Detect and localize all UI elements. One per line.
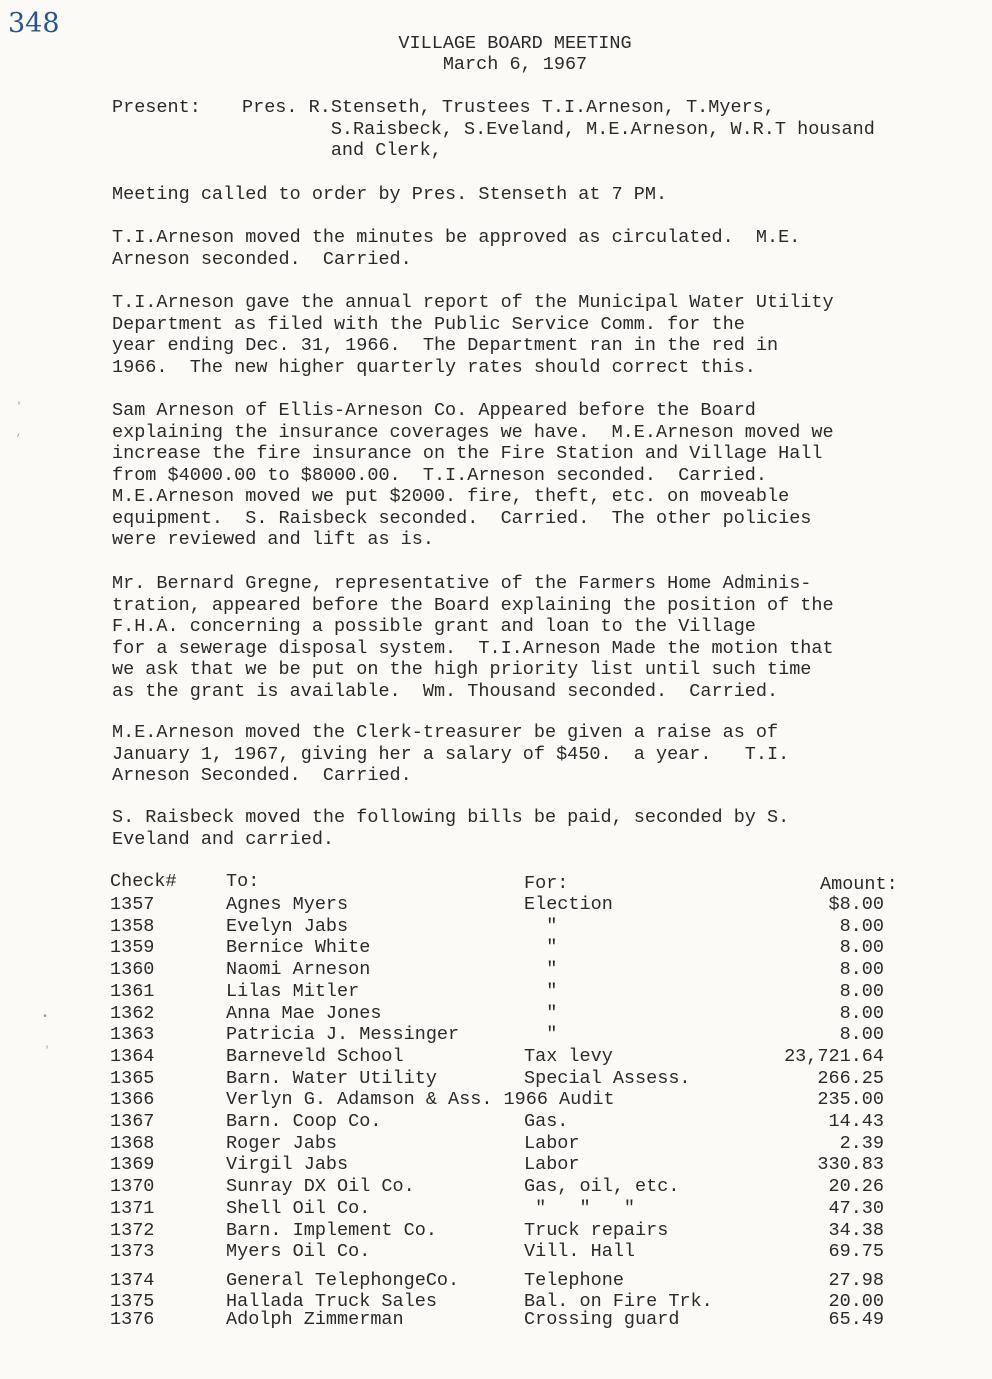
bill-amount: $8.00 [828,894,884,915]
bill-check-number: 1360 [110,959,155,981]
bill-check-number: 1374 [110,1269,155,1291]
bill-amount: 20.00 [828,1290,884,1312]
page-number: 348 [8,8,60,39]
bill-purpose: Labor [524,1132,580,1154]
bill-purpose: " [524,915,558,937]
bill-amount: 330.83 [817,1154,884,1176]
check-column-header: Check# [110,871,177,892]
purpose-column-header: For: [524,873,569,894]
bill-purpose: Bal. on Fire Trk. [524,1290,713,1312]
bill-purpose: Election [524,894,613,915]
bill-check-number: 1369 [110,1154,155,1176]
bill-purpose: " [524,1024,558,1046]
bill-payee: Barn. Implement Co. [226,1219,437,1241]
bill-purpose: " [524,937,558,959]
present-label: Present: [112,97,201,118]
bill-payee: Adolph Zimmerman [226,1309,404,1331]
bill-purpose: " " " [524,1197,636,1219]
bill-check-number: 1357 [110,894,155,915]
bill-check-number: 1372 [110,1219,155,1241]
bill-purpose: Telephone [524,1269,624,1291]
paragraph-fha-sewerage: Mr. Bernard Gregne, representative of the Farmers Home Adminis- tration, appeared before the Board explaining the position of the F.H.A. concerning a possible grant and loan to the Village for a sewerage disposal system. T.I.Arneson Made the motion that we ask that we be put on the high priority list until such time as the grant is available. Wm. Thousand seconded. Carried. [112,573,834,702]
bill-check-number: 1370 [110,1176,155,1198]
bill-payee: Virgil Jabs [226,1154,349,1176]
paragraph-insurance: Sam Arneson of Ellis-Arneson Co. Appeared before the Board explaining the insurance coverages we have. M.E.Arneson moved we increase the fire insurance on the Fire Station and Village Hall from $4000.00 to $8000.00. T.I.Arneson seconded. Carried. M.E.Arneson moved we put $2000. fire, theft, etc. on moveable equipment. S. Raisbeck seconded. Carried. The other policies were reviewed and lift as is. [112,400,834,550]
payee-column-header: To: [226,871,260,892]
bill-check-number: 1376 [110,1309,155,1331]
bill-payee: Verlyn G. Adamson & Ass. 1966 Audit [226,1089,615,1111]
bill-check-number: 1366 [110,1089,155,1111]
bill-amount: 14.43 [828,1111,884,1132]
bill-check-number: 1365 [110,1067,155,1089]
bill-purpose: Special Assess. [524,1067,691,1089]
bill-payee: Agnes Myers [226,894,349,915]
bill-payee: Barn. Coop Co. [226,1111,382,1132]
attendance-list [242,97,875,162]
bill-payee: Bernice White [226,937,371,959]
bill-amount: 8.00 [839,1024,884,1046]
paragraph-water-utility-report: T.I.Arneson gave the annual report of the Municipal Water Utility Department as filed with the Public Service Comm. for the year ending Dec. 31, 1966. The Department ran in the red in 1966. The new higher quarterly rates should correct this. [112,292,834,378]
bill-payee: Myers Oil Co. [226,1241,371,1263]
bill-check-number: 1361 [110,980,155,1002]
bill-purpose: Vill. Hall [524,1241,636,1263]
bill-amount: 8.00 [839,937,884,959]
bill-amount: 8.00 [839,1002,884,1024]
bill-check-number: 1368 [110,1132,155,1154]
bill-check-number: 1371 [110,1197,155,1219]
bill-check-number: 1358 [110,915,155,937]
bill-check-number: 1362 [110,1002,155,1024]
bill-payee: Naomi Arneson [226,959,371,981]
bill-purpose: Tax levy [524,1045,613,1067]
bill-amount: 34.38 [828,1219,884,1241]
bill-check-number: 1375 [110,1290,155,1312]
bill-amount: 69.75 [828,1241,884,1263]
bill-amount: 8.00 [839,915,884,937]
bill-payee: Sunray DX Oil Co. [226,1176,415,1198]
bill-payee: Anna Mae Jones [226,1002,382,1024]
bill-check-number: 1367 [110,1111,155,1132]
bill-purpose: " [524,959,558,981]
bill-payee: Patricia J. Messinger [226,1024,460,1046]
attendance-line: S.Raisbeck, S.Eveland, M.E.Arneson, W.R.T housand [242,118,875,140]
bill-purpose: " [524,1002,558,1024]
bill-payee: Roger Jabs [226,1132,338,1154]
paragraph-clerk-raise: M.E.Arneson moved the Clerk-treasurer be given a raise as of January 1, 1967, giving her a salary of $450. a year. T.I. Arneson Seconded. Carried. [112,722,790,786]
bill-check-number: 1364 [110,1045,155,1067]
bill-amount: 47.30 [828,1197,884,1219]
paragraph-minutes-approval: T.I.Arneson moved the minutes be approved as circulated. M.E. Arneson seconded. Carried. [112,227,801,270]
bill-amount: 65.49 [828,1309,884,1331]
bill-payee: Barn. Water Utility [226,1067,437,1089]
bill-amount: 8.00 [839,959,884,981]
meeting-heading [0,33,992,75]
meeting-title: VILLAGE BOARD MEETING [398,33,632,54]
bill-payee: Shell Oil Co. [226,1197,371,1219]
bill-purpose: Crossing guard [524,1309,680,1331]
bill-payee: Evelyn Jabs [226,915,349,937]
bill-amount: 8.00 [839,980,884,1002]
bill-amount: 235.00 [817,1089,884,1111]
bill-check-number: 1359 [110,937,155,959]
bill-purpose: Truck repairs [524,1219,669,1241]
amount-column-header: Amount: [820,874,898,895]
paragraph-call-to-order: Meeting called to order by Pres. Stenseth at 7 PM. [112,184,668,205]
bill-payee: Hallada Truck Sales [226,1290,437,1312]
bill-purpose: Gas. [524,1111,569,1132]
bill-check-number: 1373 [110,1241,155,1263]
bill-payee: Lilas Mitler [226,980,360,1002]
bill-purpose: Labor [524,1154,580,1176]
bill-amount: 266.25 [817,1067,884,1089]
bill-purpose: Gas, oil, etc. [524,1176,680,1198]
bill-amount: 27.98 [828,1269,884,1291]
bill-payee: General TelephongeCo. [226,1269,460,1291]
bill-purpose: " [524,980,558,1002]
bill-check-number: 1363 [110,1024,155,1046]
attendance-line: Pres. R.Stenseth, Trustees T.I.Arneson, T.Myers, [242,97,775,118]
meeting-date: March 6, 1967 [442,54,588,75]
paragraph-bills-motion: S. Raisbeck moved the following bills be paid, seconded by S. Eveland and carried. [112,807,790,850]
bill-payee: Barneveld School [226,1045,404,1067]
bill-amount: 23,721.64 [784,1045,884,1067]
bill-amount: 2.39 [839,1132,884,1154]
attendance-line: and Clerk, [242,140,442,161]
bill-amount: 20.26 [828,1176,884,1198]
